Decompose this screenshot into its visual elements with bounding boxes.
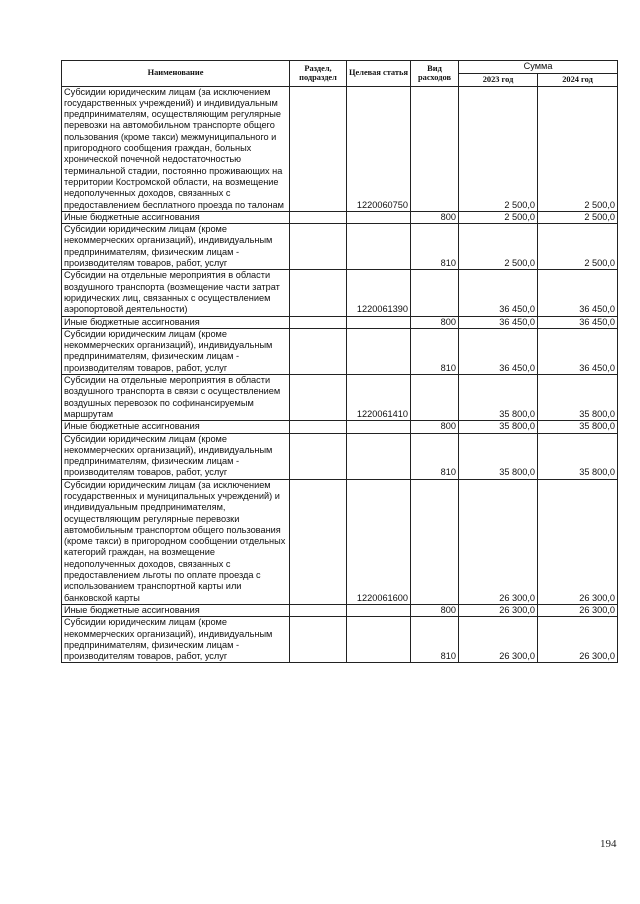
cell-y2023: 35 800,0 bbox=[459, 375, 538, 421]
cell-expense bbox=[411, 86, 459, 211]
budget-table bbox=[61, 60, 618, 663]
cell-name: Субсидии юридическим лицам (кроме некоммерческих организаций), индивидуальным предпринимателям, физическим лицам - производителям товаров, работ, услуг bbox=[62, 328, 290, 374]
header-sum: Сумма bbox=[459, 61, 618, 74]
cell-name: Субсидии юридическим лицам (кроме некоммерческих организаций), индивидуальным предпринимателям, физическим лицам - производителям товаров, работ, услуг bbox=[62, 617, 290, 663]
cell-section bbox=[290, 316, 347, 328]
table-row bbox=[62, 604, 618, 616]
cell-article bbox=[347, 433, 411, 479]
cell-name: Иные бюджетные ассигнования bbox=[62, 316, 290, 328]
cell-y2023: 35 800,0 bbox=[459, 421, 538, 433]
cell-y2024: 2 500,0 bbox=[538, 86, 618, 211]
cell-y2023: 2 500,0 bbox=[459, 211, 538, 223]
cell-article: 1220060750 bbox=[347, 86, 411, 211]
cell-y2023: 36 450,0 bbox=[459, 270, 538, 316]
table-row bbox=[62, 270, 618, 316]
cell-y2023: 2 500,0 bbox=[459, 86, 538, 211]
cell-section bbox=[290, 270, 347, 316]
cell-article bbox=[347, 211, 411, 223]
budget-sheet bbox=[61, 60, 617, 663]
cell-article bbox=[347, 328, 411, 374]
cell-section bbox=[290, 617, 347, 663]
cell-section bbox=[290, 328, 347, 374]
cell-y2023: 35 800,0 bbox=[459, 433, 538, 479]
cell-expense bbox=[411, 375, 459, 421]
cell-section bbox=[290, 375, 347, 421]
table-row bbox=[62, 224, 618, 270]
cell-expense: 810 bbox=[411, 617, 459, 663]
table-row bbox=[62, 86, 618, 211]
cell-y2024: 35 800,0 bbox=[538, 421, 618, 433]
table-body bbox=[62, 86, 618, 663]
header-expense-type: Вид расходов bbox=[411, 61, 459, 87]
cell-article: 1220061390 bbox=[347, 270, 411, 316]
cell-expense: 800 bbox=[411, 211, 459, 223]
cell-y2024: 26 300,0 bbox=[538, 604, 618, 616]
header-section: Раздел, подраздел bbox=[290, 61, 347, 87]
cell-article bbox=[347, 604, 411, 616]
cell-y2024: 26 300,0 bbox=[538, 617, 618, 663]
cell-section bbox=[290, 604, 347, 616]
cell-expense: 800 bbox=[411, 316, 459, 328]
cell-expense bbox=[411, 270, 459, 316]
cell-y2023: 26 300,0 bbox=[459, 617, 538, 663]
table-row bbox=[62, 421, 618, 433]
cell-article bbox=[347, 421, 411, 433]
cell-y2024: 36 450,0 bbox=[538, 270, 618, 316]
cell-y2024: 36 450,0 bbox=[538, 328, 618, 374]
cell-y2023: 2 500,0 bbox=[459, 224, 538, 270]
cell-y2023: 26 300,0 bbox=[459, 604, 538, 616]
cell-expense bbox=[411, 479, 459, 604]
cell-name: Иные бюджетные ассигнования bbox=[62, 211, 290, 223]
cell-article bbox=[347, 224, 411, 270]
cell-y2024: 2 500,0 bbox=[538, 211, 618, 223]
table-row bbox=[62, 328, 618, 374]
cell-section bbox=[290, 421, 347, 433]
page-number: 194 bbox=[600, 838, 617, 850]
cell-expense: 810 bbox=[411, 224, 459, 270]
cell-name: Иные бюджетные ассигнования bbox=[62, 604, 290, 616]
cell-name: Субсидии юридическим лицам (за исключением государственных и муниципальных учреждений) и индивидуальным предпринимателям, осуществляющим регулярные перевозки автомобильным транспортом общего пользования (кроме такси) в пригородном сообщении отдельных категорий граждан, на возмещение недополученных доходов, связанных с предоставлением льготы по оплате проезда с использованием транспортной карты или банковской карты bbox=[62, 479, 290, 604]
header-article: Целевая статья bbox=[347, 61, 411, 87]
header-row bbox=[62, 61, 618, 74]
cell-name: Субсидии на отдельные мероприятия в области воздушного транспорта (возмещение части затрат юридических лиц, связанных с осуществлением аэропортовой деятельности) bbox=[62, 270, 290, 316]
cell-section bbox=[290, 86, 347, 211]
cell-name: Субсидии юридическим лицам (за исключением государственных учреждений) и индивидуальным предпринимателям, осуществляющим регулярные перевозки на автомобильном транспорте общего пользования (кроме такси) межмуниципального и пригородного сообщения граждан, больных хронической почечной недостаточностью терминальной стадии, постоянно проживающих на территории Костромской области, на возмещение недополученных доходов, связанных с предоставлением бесплатного проезда по талонам bbox=[62, 86, 290, 211]
cell-y2024: 2 500,0 bbox=[538, 224, 618, 270]
cell-expense: 800 bbox=[411, 604, 459, 616]
header-year-2023: 2023 год bbox=[459, 73, 538, 86]
cell-section bbox=[290, 479, 347, 604]
cell-section bbox=[290, 211, 347, 223]
cell-y2024: 26 300,0 bbox=[538, 479, 618, 604]
cell-article: 1220061600 bbox=[347, 479, 411, 604]
header-name: Наименование bbox=[62, 61, 290, 87]
table-row bbox=[62, 316, 618, 328]
cell-y2024: 36 450,0 bbox=[538, 316, 618, 328]
cell-article bbox=[347, 316, 411, 328]
cell-expense: 810 bbox=[411, 433, 459, 479]
cell-expense: 810 bbox=[411, 328, 459, 374]
cell-y2023: 26 300,0 bbox=[459, 479, 538, 604]
cell-section bbox=[290, 433, 347, 479]
cell-section bbox=[290, 224, 347, 270]
cell-name: Субсидии юридическим лицам (кроме некоммерческих организаций), индивидуальным предпринимателям, физическим лицам - производителям товаров, работ, услуг bbox=[62, 224, 290, 270]
cell-y2023: 36 450,0 bbox=[459, 316, 538, 328]
cell-article bbox=[347, 617, 411, 663]
table-row bbox=[62, 433, 618, 479]
table-row bbox=[62, 375, 618, 421]
cell-name: Субсидии на отдельные мероприятия в области воздушного транспорта в связи с осуществлением воздушных перевозок по софинансируемым маршрутам bbox=[62, 375, 290, 421]
cell-y2024: 35 800,0 bbox=[538, 433, 618, 479]
table-row bbox=[62, 617, 618, 663]
cell-expense: 800 bbox=[411, 421, 459, 433]
cell-article: 1220061410 bbox=[347, 375, 411, 421]
cell-y2023: 36 450,0 bbox=[459, 328, 538, 374]
table-row bbox=[62, 479, 618, 604]
cell-name: Иные бюджетные ассигнования bbox=[62, 421, 290, 433]
header-year-2024: 2024 год bbox=[538, 73, 618, 86]
cell-y2024: 35 800,0 bbox=[538, 375, 618, 421]
cell-name: Субсидии юридическим лицам (кроме некоммерческих организаций), индивидуальным предпринимателям, физическим лицам - производителям товаров, работ, услуг bbox=[62, 433, 290, 479]
table-row bbox=[62, 211, 618, 223]
